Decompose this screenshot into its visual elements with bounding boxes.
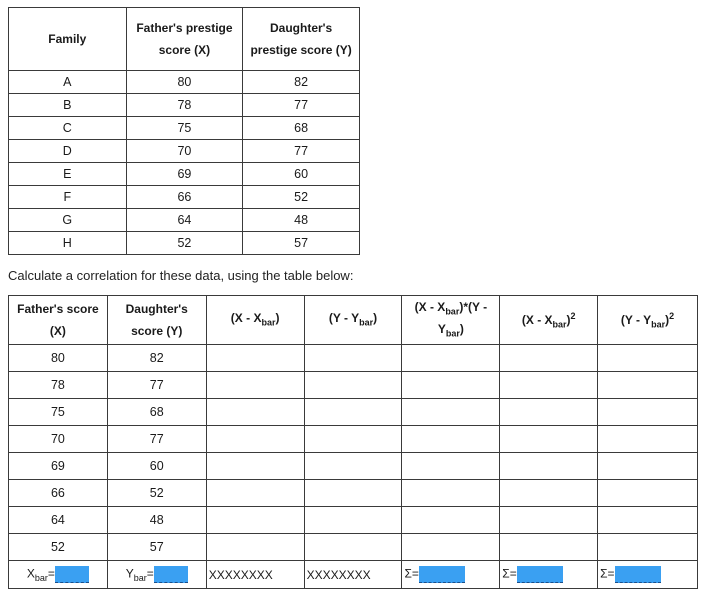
table-row [9, 345, 698, 372]
x-deviation-squared-input[interactable] [500, 345, 598, 372]
daughter-score-cell: 82 [107, 345, 206, 372]
y-squared-sum-input[interactable] [615, 566, 661, 583]
family-cell: B [9, 94, 127, 117]
y-deviation-squared-input[interactable] [598, 426, 698, 453]
daughter-score-cell: 77 [243, 94, 360, 117]
daughter-score-cell: 48 [107, 507, 206, 534]
y-deviation-input[interactable] [304, 399, 402, 426]
x-deviation-input[interactable] [206, 372, 304, 399]
daughter-score-cell: 82 [243, 71, 360, 94]
family-cell: G [9, 209, 127, 232]
table-row [9, 209, 360, 232]
table-row [9, 71, 360, 94]
father-score-cell: 69 [126, 163, 243, 186]
header-y-deviation-squared: $(Y - Y_{bar})^2$ [598, 296, 698, 345]
father-score-cell: 78 [9, 372, 108, 399]
father-score-cell: 70 [9, 426, 108, 453]
father-score-cell: 75 [9, 399, 108, 426]
daughter-score-cell: 60 [107, 453, 206, 480]
table-row [9, 163, 360, 186]
cross-product-input[interactable] [402, 372, 500, 399]
table-row [9, 534, 698, 561]
daughter-score-cell: 77 [107, 372, 206, 399]
table-row [9, 186, 360, 209]
correlation-worksheet-table [8, 295, 698, 589]
instruction-text: Calculate a correlation for these data, using the table below: [8, 268, 354, 283]
x-deviation-squared-input[interactable] [500, 534, 598, 561]
header-cross-product: $(X - X_{bar})*(Y$ - $Y_{bar}$) [402, 296, 500, 345]
daughter-score-cell: 57 [243, 232, 360, 255]
x-deviation-squared-input[interactable] [500, 372, 598, 399]
daughter-score-cell: 57 [107, 534, 206, 561]
daughter-score-cell: 77 [107, 426, 206, 453]
header-y-deviation: $(Y - Y_{bar})$ [304, 296, 402, 345]
x-deviation-input[interactable] [206, 534, 304, 561]
father-score-cell: 78 [126, 94, 243, 117]
father-score-cell: 64 [9, 507, 108, 534]
table-row [9, 372, 698, 399]
header-x-deviation: $(X - X_{bar})$ [206, 296, 304, 345]
daughter-score-cell: 52 [243, 186, 360, 209]
header-row [9, 8, 360, 71]
table-row [9, 453, 698, 480]
cross-product-input[interactable] [402, 426, 500, 453]
father-score-cell: 52 [126, 232, 243, 255]
father-score-cell: 69 [9, 453, 108, 480]
x-deviation-input[interactable] [206, 453, 304, 480]
header-family: Family [9, 8, 127, 71]
father-score-cell: 66 [9, 480, 108, 507]
y-deviation-input[interactable] [304, 480, 402, 507]
father-score-cell: 66 [126, 186, 243, 209]
x-deviation-input[interactable] [206, 345, 304, 372]
x-deviation-input[interactable] [206, 399, 304, 426]
daughter-score-cell: 52 [107, 480, 206, 507]
father-score-cell: 80 [126, 71, 243, 94]
xbar-cell: $X_{bar}=$ [9, 561, 108, 589]
father-score-cell: 80 [9, 345, 108, 372]
family-cell: A [9, 71, 127, 94]
y-deviation-squared-input[interactable] [598, 345, 698, 372]
dy-total-filler: XXXXXXXX [304, 561, 402, 589]
y-deviation-squared-input[interactable] [598, 453, 698, 480]
y-deviation-squared-input[interactable] [598, 399, 698, 426]
x-squared-sum-cell: Σ= [500, 561, 598, 589]
totals-row [9, 561, 698, 589]
father-score-cell: 52 [9, 534, 108, 561]
father-score-cell: 75 [126, 117, 243, 140]
x-deviation-squared-input[interactable] [500, 507, 598, 534]
family-cell: E [9, 163, 127, 186]
daughter-score-cell: 68 [243, 117, 360, 140]
xbar-input[interactable] [55, 566, 89, 583]
header-daughter-prestige: Daughter's prestige score (Y) [243, 8, 360, 71]
cross-product-input[interactable] [402, 345, 500, 372]
daughter-score-cell: 77 [243, 140, 360, 163]
y-deviation-squared-input[interactable] [598, 480, 698, 507]
x-deviation-squared-input[interactable] [500, 426, 598, 453]
table-row [9, 140, 360, 163]
y-deviation-squared-input[interactable] [598, 372, 698, 399]
cross-product-input[interactable] [402, 480, 500, 507]
father-score-cell: 64 [126, 209, 243, 232]
x-squared-sum-input[interactable] [517, 566, 563, 583]
header-father-score: Father's score (X) [9, 296, 108, 345]
header-father-prestige: Father's prestige score (X) [126, 8, 243, 71]
cross-product-input[interactable] [402, 399, 500, 426]
x-deviation-input[interactable] [206, 480, 304, 507]
cross-product-input[interactable] [402, 534, 500, 561]
table-row [9, 399, 698, 426]
header-daughter-score: Daughter's score (Y) [107, 296, 206, 345]
x-deviation-squared-input[interactable] [500, 480, 598, 507]
ybar-input[interactable] [154, 566, 188, 583]
ybar-cell: $Y_{bar}=$ [107, 561, 206, 589]
y-squared-sum-cell: Σ= [598, 561, 698, 589]
daughter-score-cell: 68 [107, 399, 206, 426]
table-row [9, 117, 360, 140]
y-deviation-input[interactable] [304, 534, 402, 561]
table-row [9, 94, 360, 117]
y-deviation-squared-input[interactable] [598, 534, 698, 561]
table-row [9, 426, 698, 453]
dx-total-filler: XXXXXXXX [206, 561, 304, 589]
family-cell: D [9, 140, 127, 163]
family-cell: C [9, 117, 127, 140]
table-row [9, 232, 360, 255]
cross-product-input[interactable] [402, 507, 500, 534]
y-deviation-input[interactable] [304, 453, 402, 480]
header-x-deviation-squared: $(X - X_{bar})^2$ [500, 296, 598, 345]
daughter-score-cell: 48 [243, 209, 360, 232]
x-deviation-input[interactable] [206, 426, 304, 453]
y-deviation-input[interactable] [304, 345, 402, 372]
cross-product-sum-input[interactable] [419, 566, 465, 583]
family-data-table [8, 7, 360, 255]
y-deviation-input[interactable] [304, 372, 402, 399]
x-deviation-squared-input[interactable] [500, 399, 598, 426]
table-row [9, 480, 698, 507]
y-deviation-input[interactable] [304, 426, 402, 453]
header-row [9, 296, 698, 345]
family-cell: H [9, 232, 127, 255]
cross-product-sum-cell: Σ= [402, 561, 500, 589]
family-cell: F [9, 186, 127, 209]
table-row [9, 507, 698, 534]
cross-product-input[interactable] [402, 453, 500, 480]
y-deviation-input[interactable] [304, 507, 402, 534]
x-deviation-input[interactable] [206, 507, 304, 534]
daughter-score-cell: 60 [243, 163, 360, 186]
y-deviation-squared-input[interactable] [598, 507, 698, 534]
x-deviation-squared-input[interactable] [500, 453, 598, 480]
father-score-cell: 70 [126, 140, 243, 163]
